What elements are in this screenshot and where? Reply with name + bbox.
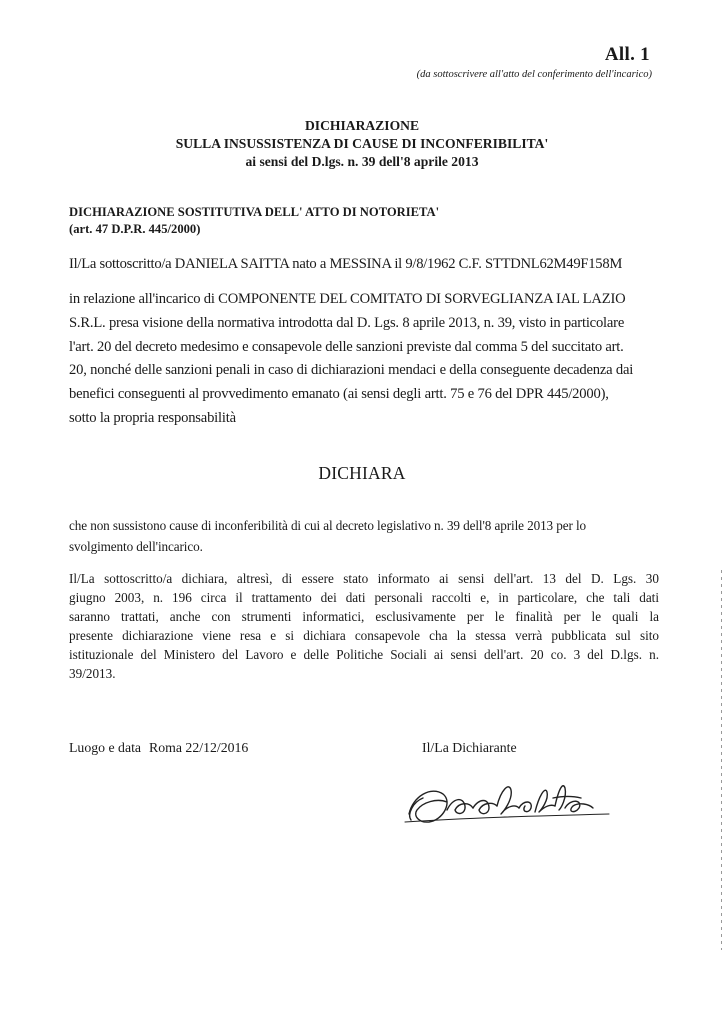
- paragraph-line: in relazione all'incarico di COMPONENTE DEL COMITATO DI SORVEGLIANZA IAL LAZIO: [69, 291, 626, 307]
- title-line-3: ai sensi del D.lgs. n. 39 dell'8 aprile 2013: [245, 154, 479, 169]
- paragraph-privacy: [69, 569, 659, 684]
- paragraph-line: 20, nonché delle sanzioni penali in caso di dichiarazioni mendaci e della conseguente decadenza dai: [69, 362, 634, 379]
- paragraph-line: presente dichiarazione viene resa e si dichiara consapevole cha la stessa verrà pubblicata sul sito: [69, 628, 659, 644]
- title-line-1: DICHIARAZIONE: [304, 118, 420, 133]
- declaration-heading: DICHIARA: [318, 463, 406, 483]
- subtitle-line-2: (art. 47 D.P.R. 445/2000): [69, 221, 201, 236]
- paragraph-line: che non sussistono cause di inconferibilità di cui al decreto legislativo n. 39 dell'8 aprile 2013 per lo: [69, 518, 587, 533]
- paragraph-line: sotto la propria responsabilità: [69, 409, 236, 426]
- place-date-value: Roma 22/12/2016: [149, 740, 249, 755]
- subtitle-line-1: DICHIARAZIONE SOSTITUTIVA DELL' ATTO DI NOTORIETA': [69, 205, 440, 219]
- paragraph-line: saranno trattati, anche con strumenti informatici, esclusivamente per le finalità per le quali la: [69, 609, 659, 625]
- document-subtitle: [69, 204, 439, 237]
- scan-edge-mark: [721, 570, 722, 950]
- paragraph-line: Il/La sottoscritto/a dichiara, altresì, di essere stato informato ai sensi dell'art. 13 del D. Lgs. 30: [69, 571, 659, 586]
- paragraph-line: S.R.L. presa visione della normativa introdotta dal D. Lgs. 8 aprile 2013, n. 39, visto in particolare: [69, 314, 625, 331]
- attachment-note: (da sottoscrivere all'atto del conferimento dell'incarico): [416, 69, 652, 80]
- paragraph-premise: [69, 288, 659, 431]
- place-date: [69, 740, 248, 756]
- attachment-id: All. 1: [604, 44, 650, 65]
- paragraph-line: istituzionale del Ministero del Lavoro e delle Politiche Sociali ai sensi dell'art. 20 co. 3 del D.lgs. n.: [69, 647, 659, 663]
- paragraph-line: l'art. 20 del decreto medesimo e consapevole delle sanzioni previste dal comma 5 del succitato art.: [69, 338, 624, 355]
- paragraph-line: 39/2013.: [69, 666, 116, 682]
- declarant-line: Il/La sottoscritto/a DANIELA SAITTA nato a MESSINA il 9/8/1962 C.F. STTDNL62M49F158M: [69, 256, 623, 272]
- document-title: [0, 117, 724, 171]
- paragraph-declaration: [69, 516, 659, 557]
- paragraph-line: svolgimento dell'incarico.: [69, 538, 203, 554]
- handwritten-signature: [403, 776, 613, 832]
- paragraph-line: benefici conseguenti al provvedimento emanato (ai sensi degli artt. 75 e 76 del DPR 445/2000),: [69, 386, 609, 403]
- paragraph-line: giugno 2003, n. 196 circa il trattamento dei dati personali raccolti e, in particolare, che tali dati: [69, 590, 659, 606]
- title-line-2: SULLA INSUSSISTENZA DI CAUSE DI INCONFERIBILITA': [175, 136, 549, 151]
- signer-label: Il/La Dichiarante: [422, 740, 517, 755]
- place-date-label: Luogo e data: [69, 740, 142, 755]
